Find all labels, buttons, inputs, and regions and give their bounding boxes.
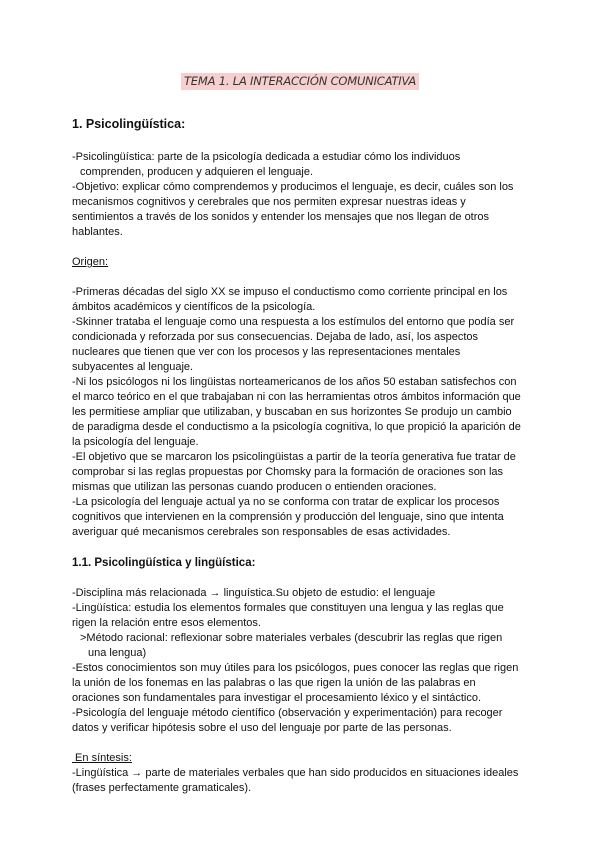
origen-line: cognitivos que intervienen en la comprensión y producción del lenguaje, sino que intenta [72,511,504,523]
sintesis-heading: En síntesis: [72,752,132,764]
origen-line: -Ni los psicólogos ni los lingüistas norteamericanos de los años 50 estaban satisfechos con [72,376,517,388]
section-1-heading: 1. Psicolingüística: [72,117,186,131]
objective-line: hablantes. [72,226,123,238]
origen-line: de paradigma desde el conductismo a la psicología cognitiva, lo que propició la aparición de [72,421,521,433]
origen-line: mismas que utilizan las personas cuando producen o entienden oraciones. [72,481,437,493]
document-body [72,116,530,796]
origen-line: comprobar si las reglas propuestas por Chomsky para la formación de oraciones son las [72,466,504,478]
origen-line: -La psicología del lenguaje actual ya no se conforma con tratar de explicar los procesos [72,496,500,508]
origen-line: -Primeras décadas del siglo XX se impuso el conductismo como corriente principal en los [72,286,508,298]
objective-line: -Objetivo: explicar cómo comprendemos y producimos el lenguaje, es decir, cuáles son los [72,181,514,193]
origen-line: la psicología del lenguaje. [72,436,199,448]
origen-line: averiguar qué mecanismos cerebrales son responsables de esas actividades. [72,526,451,538]
metodo-line: una lengua) [88,647,147,659]
section-1-1-line: -Disciplina más relacionada → linguística.Su objeto de estudio: el lenguaje [72,587,436,599]
objective-line: sentimientos a través de los sonidos y entender los mensajes que nos llegan de otros [72,211,490,223]
metodo-line: >Método racional: reflexionar sobre materiales verbales (descubrir las reglas que rigen [80,632,503,644]
sintesis-line: (frases perfectamente gramaticales). [72,782,252,794]
section-1-1-heading: 1.1. Psicolingüística y lingüística: [72,557,256,569]
origen-line: -Skinner trataba el lenguaje como una respuesta a los estímulos del entorno que podía ser [72,316,515,328]
section-1-1-line: datos y verificar hipótesis sobre el uso del lenguaje por parte de las personas. [72,722,452,734]
objective-line: mecanismos cognitivos y cerebrales que nos permiten expresar nuestras ideas y [72,196,466,208]
origen-line: subyacentes al lenguaje. [72,361,194,373]
definition-line: comprenden, producen y adquieren el lenguaje. [80,166,313,178]
section-1-1-line: rigen la relación entre esos elementos. [72,617,261,629]
origen-line: -El objetivo que se marcaron los psicolingüistas a partir de la teoría generativa fue tratar de [72,451,516,463]
section-1-1-line: oraciones son fundamentales para investigar el procesamiento léxico y el sintáctico. [72,692,482,704]
sintesis-line: -Lingüística → parte de materiales verbales que han sido producidos en situaciones ideales [72,767,519,779]
origen-line: el marco teórico en el que trabajaban ni con las herramientas otros ámbitos información que [72,391,521,403]
title-container [0,73,600,90]
origen-line: condicionada y reforzada por sus consecuencias. Dejaba de lado, así, los aspectos [72,331,479,343]
document-title: TEMA 1. LA INTERACCIÓN COMUNICATIVA [181,73,419,90]
origen-line: les permitiese ampliar que utilizaban, y buscaban en sus horizontes Se produjo un cambio [72,406,512,418]
definition-line: -Psicolingüística: parte de la psicología dedicada a estudiar cómo los individuos [72,151,461,163]
section-1-1-line: -Lingüística: estudia los elementos formales que constituyen una lengua y las reglas que [72,602,504,614]
origen-line: nucleares que tienen que ver con los procesos y las representaciones mentales [72,346,461,358]
origen-heading: Origen: [72,256,109,268]
section-1-1-line: la unión de los fonemas en las palabras o las que rigen la unión de las palabras en [72,677,476,689]
section-1-1-line: -Estos conocimientos son muy útiles para los psicólogos, pues conocer las reglas que rigen [72,662,519,674]
origen-line: ámbitos académicos y científicos de la psicología. [72,301,316,313]
section-1-1-line: -Psicología del lenguaje método científico (observación y experimentación) para recoger [72,707,503,719]
